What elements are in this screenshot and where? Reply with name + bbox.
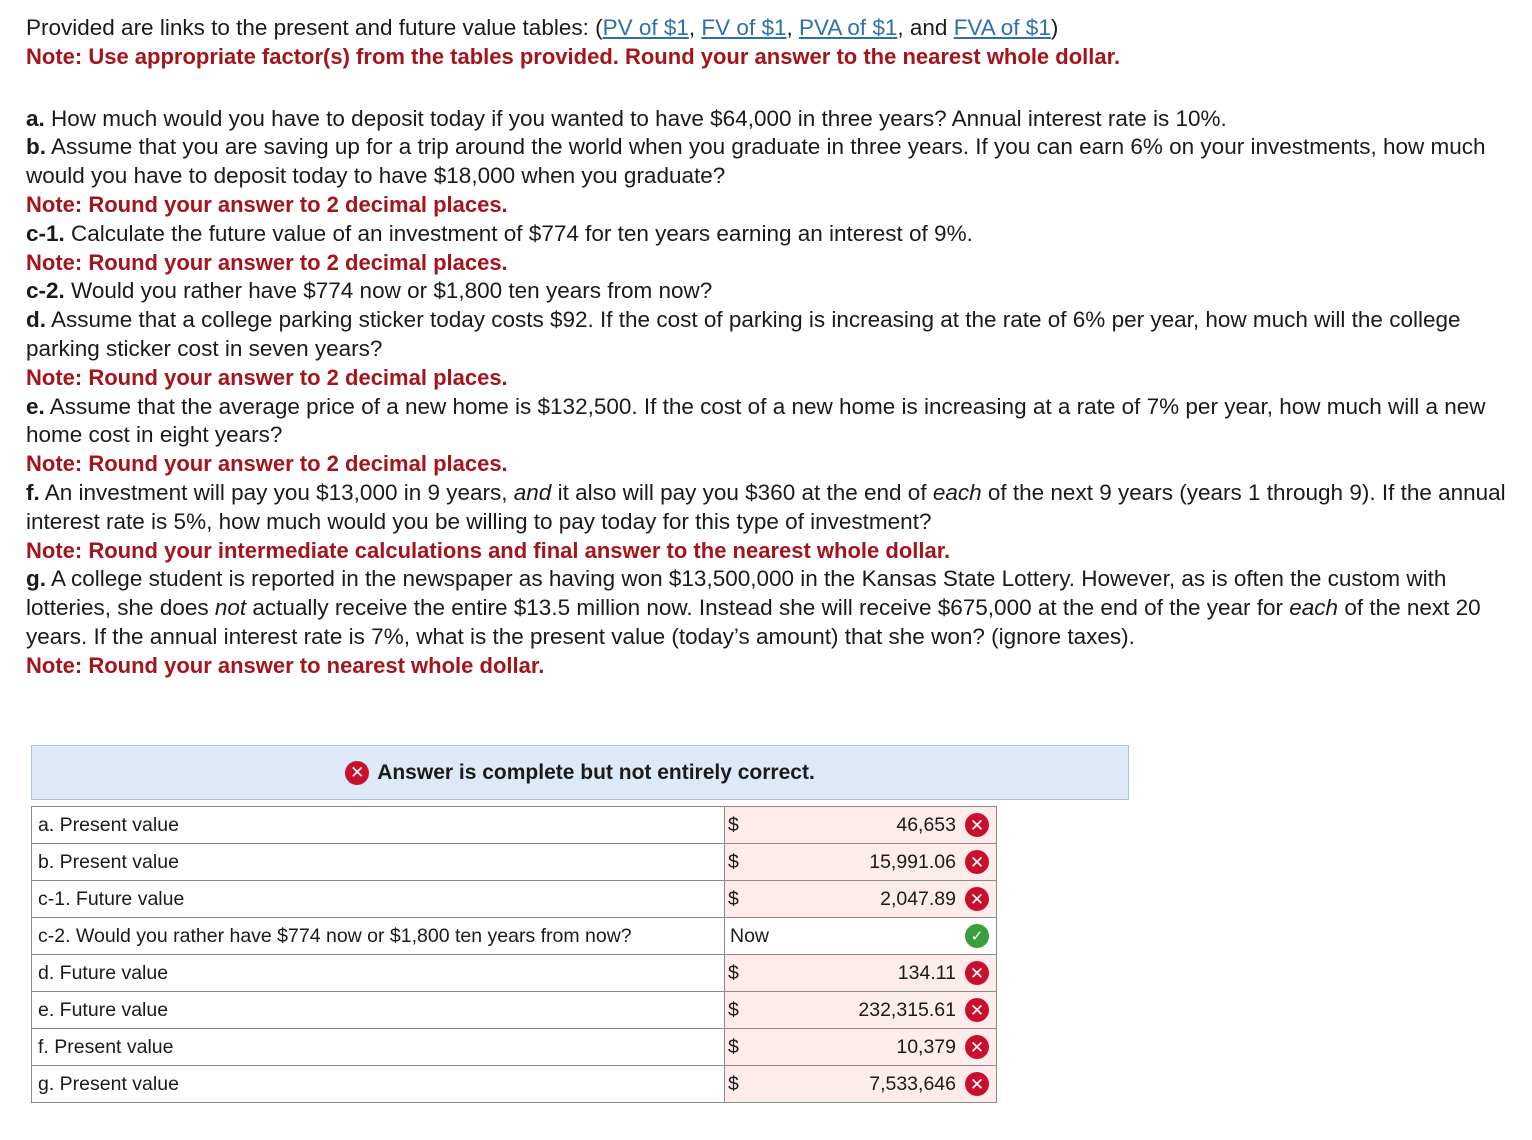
question-g: g. A college student is reported in the newspaper as having won $13,500,000 in the Kansas State Lottery. However, as is often the custom with lotteries, she does not actually receive the entire $13.5 million now. Instead she will receive $675,000 at the end of the year for each of the next 20 years. If the annual interest rate is 7%, what is the present value (today’s amount) that she won? (ignore taxes). (26, 566, 1481, 649)
table-row (32, 918, 997, 955)
question-f-note: Note: Round your intermediate calculations and final answer to the nearest whole dollar. (26, 537, 951, 563)
answer-value: 232,315.61 (858, 998, 956, 1021)
close-circle-icon: ✕ (965, 887, 989, 911)
close-circle-icon: ✕ (965, 961, 989, 985)
question-d-note: Note: Round your answer to 2 decimal places. (26, 364, 508, 390)
answer-input-a[interactable] (725, 807, 997, 844)
fv-table-link[interactable]: FV of $1 (701, 15, 787, 40)
table-row (32, 1029, 997, 1066)
question-d: d. Assume that a college parking sticker today costs $92. If the cost of parking is increasing at the rate of 6% per year, how much will the college parking sticker cost in seven years? (26, 307, 1461, 361)
answer-value: 2,047.89 (880, 887, 956, 910)
question-e: e. Assume that the average price of a new home is $132,500. If the cost of a new home is increasing at a rate of 7% per year, how much will a new home cost in eight years? (26, 393, 1486, 448)
answer-input-g[interactable] (725, 1066, 997, 1103)
row-label: d. Future value (32, 955, 725, 992)
question-c2: c-2. Would you rather have $774 now or $1,800 ten years from now? (26, 278, 713, 304)
close-circle-icon: ✕ (965, 813, 989, 837)
currency-symbol: $ (728, 961, 739, 984)
answer-input-d[interactable] (725, 955, 997, 992)
row-label: g. Present value (32, 1066, 725, 1103)
row-label: f. Present value (32, 1029, 725, 1066)
table-row (32, 992, 997, 1029)
answer-input-b[interactable] (725, 844, 997, 881)
table-row (32, 955, 997, 992)
check-circle-icon: ✓ (965, 924, 989, 948)
close-circle-icon: ✕ (965, 1072, 989, 1096)
row-label: e. Future value (32, 992, 725, 1029)
selected-option: Now (730, 924, 770, 947)
answer-table (31, 806, 997, 1103)
close-circle-icon: ✕ (965, 1035, 989, 1059)
currency-symbol: $ (728, 1035, 739, 1058)
row-label: c-2. Would you rather have $774 now or $1,800 ten years from now? (32, 918, 725, 955)
answer-value: 7,533,646 (869, 1072, 956, 1095)
currency-symbol: $ (728, 813, 739, 836)
pva-table-link[interactable]: PVA of $1 (798, 15, 898, 40)
table-row (32, 881, 997, 918)
question-g-note: Note: Round your answer to nearest whole dollar. (26, 652, 545, 678)
question-c1-note: Note: Round your answer to 2 decimal places. (26, 249, 508, 275)
answer-value: 15,991.06 (869, 850, 956, 873)
close-circle-icon: ✕ (345, 761, 369, 785)
close-circle-icon: ✕ (965, 998, 989, 1022)
row-label: c-1. Future value (32, 881, 725, 918)
answer-select-c2[interactable] (725, 918, 997, 955)
answer-value: 134.11 (897, 961, 956, 984)
intro-note: Note: Use appropriate factor(s) from the tables provided. Round your answer to the nearest whole dollar. (26, 43, 1121, 69)
question-content (26, 14, 1516, 681)
question-c1: c-1. Calculate the future value of an investment of $774 for ten years earning an interest of 9%. (26, 220, 973, 246)
question-b: b. Assume that you are saving up for a trip around the world when you graduate in three years. If you can earn 6% on your investments, how much would you have to deposit today to have $18,000 when you graduate? (26, 134, 1486, 189)
currency-symbol: $ (728, 887, 739, 910)
currency-symbol: $ (728, 998, 739, 1021)
question-a: a. How much would you have to deposit today if you wanted to have $64,000 in three years? Annual interest rate is 10%. (26, 105, 1227, 131)
answer-input-c1[interactable] (725, 881, 997, 918)
answer-value: 46,653 (896, 813, 956, 836)
answer-input-f[interactable] (725, 1029, 997, 1066)
currency-symbol: $ (728, 1072, 739, 1095)
fva-table-link[interactable]: FVA of $1 (953, 15, 1051, 40)
currency-symbol: $ (728, 850, 739, 873)
question-e-note: Note: Round your answer to 2 decimal places. (26, 451, 508, 477)
result-banner (31, 745, 1129, 800)
row-label: a. Present value (32, 807, 725, 844)
question-f: f. An investment will pay you $13,000 in 9 years, and it also will pay you $360 at the end of each of the next 9 years (years 1 through 9). If the annual interest rate is 5%, how much would you be willing to pay today for this type of investment? (26, 479, 1506, 534)
close-circle-icon: ✕ (965, 850, 989, 874)
answer-value: 10,379 (896, 1035, 956, 1058)
table-row (32, 807, 997, 844)
table-row (32, 844, 997, 881)
intro-line: Provided are links to the present and future value tables: (PV of $1, FV of $1, PVA of $1, and FVA of $1) (26, 15, 1059, 40)
row-label: b. Present value (32, 844, 725, 881)
result-banner-text: Answer is complete but not entirely correct. (377, 760, 815, 784)
table-row (32, 1066, 997, 1103)
answer-input-e[interactable] (725, 992, 997, 1029)
question-b-note: Note: Round your answer to 2 decimal places. (26, 191, 508, 217)
pv-table-link[interactable]: PV of $1 (602, 15, 689, 40)
